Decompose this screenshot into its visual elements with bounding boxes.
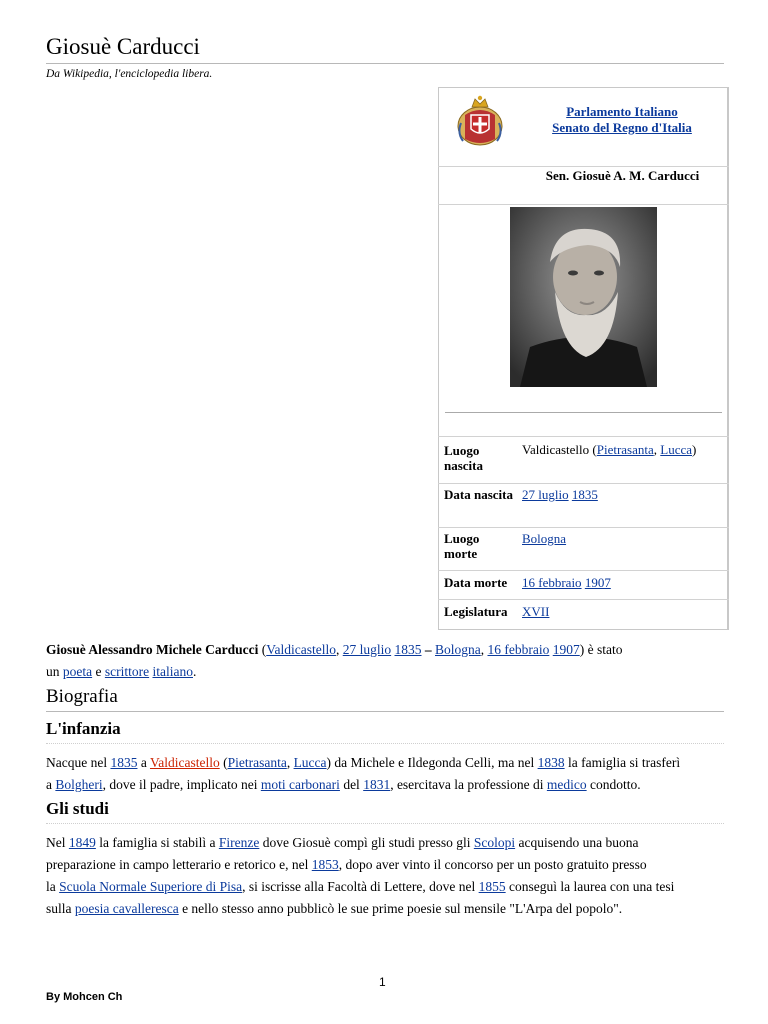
link-poeta[interactable]: poeta <box>62 664 93 679</box>
value-text: Valdicastello ( <box>522 442 597 457</box>
section-heading-infanzia: L'infanzia <box>46 719 121 738</box>
paragraph-infanzia <box>46 752 726 796</box>
link-xvii[interactable]: XVII <box>522 604 550 619</box>
infobox-label: Luogo morte <box>444 531 480 561</box>
title-divider <box>46 63 724 64</box>
value-text: ) <box>692 442 697 457</box>
link-moti-carbonari[interactable]: moti carbonari <box>260 777 340 792</box>
para-text: del <box>339 777 364 792</box>
para-text: ) da Michele e Ildegonda Celli, ma nel <box>326 755 538 770</box>
value-text: , <box>653 442 661 457</box>
link-scrittore[interactable]: scrittore <box>104 664 150 679</box>
infobox-value-legislatura <box>522 604 549 619</box>
para-text: la <box>46 879 60 894</box>
link-scuola-normale[interactable]: Scuola Normale Superiore di Pisa <box>59 879 243 894</box>
lead-text: e <box>92 664 105 679</box>
link-1835[interactable]: 1835 <box>110 755 138 770</box>
link-valdicastello[interactable]: Valdicastello <box>266 642 336 657</box>
link-1907[interactable]: 1907 <box>584 575 611 590</box>
para-text: a <box>137 755 150 770</box>
para-text: ( <box>219 755 228 770</box>
para-text: , dove il padre, implicato nei <box>102 777 261 792</box>
para-text: la famiglia si stabilì a <box>95 835 219 850</box>
section-divider <box>46 711 724 712</box>
link-1855[interactable]: 1855 <box>478 879 506 894</box>
lead-bold-name: Giosuè Alessandro Michele Carducci <box>46 642 259 657</box>
infobox-value-luogo-nascita <box>522 442 696 457</box>
para-text: Nel <box>46 835 69 850</box>
infobox-label: Data morte <box>444 575 508 590</box>
para-text: sulla <box>46 901 75 916</box>
infobox-value-luogo-morte <box>522 531 566 546</box>
link-1907[interactable]: 1907 <box>552 642 580 657</box>
lead-text: ) è stato <box>579 642 623 657</box>
link-pietrasanta[interactable]: Pietrasanta <box>596 442 654 457</box>
link-1853[interactable]: 1853 <box>311 857 339 872</box>
link-pietrasanta[interactable]: Pietrasanta <box>227 755 287 770</box>
link-16-febbraio[interactable]: 16 febbraio <box>522 575 582 590</box>
page-subtitle: Da Wikipedia, l'enciclopedia libera. <box>46 68 213 80</box>
link-1831[interactable]: 1831 <box>363 777 391 792</box>
para-text: , dopo aver vinto il concorso per un posto gratuito presso <box>338 857 647 872</box>
infobox-header <box>520 104 724 136</box>
infobox-label: Data nascita <box>444 487 513 502</box>
infobox-label: Luogo nascita <box>444 443 483 473</box>
infobox-value-data-nascita <box>522 487 598 502</box>
link-27-luglio[interactable]: 27 luglio <box>342 642 392 657</box>
link-italiano[interactable]: italiano <box>152 664 193 679</box>
infobox-divider <box>438 599 729 600</box>
section-heading-studi: Gli studi <box>46 799 109 818</box>
paragraph-studi <box>46 832 726 920</box>
infobox-divider <box>438 483 729 484</box>
link-medico[interactable]: medico <box>546 777 587 792</box>
link-firenze[interactable]: Firenze <box>218 835 260 850</box>
link-lucca[interactable]: Lucca <box>660 442 693 457</box>
footer-author: By Mohcen Ch <box>46 991 123 1003</box>
para-text: acquisendo una buona <box>515 835 639 850</box>
portrait-photo <box>510 207 657 387</box>
subsection-divider <box>46 823 724 824</box>
para-text: e nello stesso anno pubblicò le sue prime poesie sul mensile "L'Arpa del popolo". <box>178 901 623 916</box>
para-text: a <box>46 777 56 792</box>
link-16-febbraio[interactable]: 16 febbraio <box>487 642 550 657</box>
subsection-divider <box>46 743 724 744</box>
link-bologna[interactable]: Bologna <box>522 531 567 546</box>
link-bolgheri[interactable]: Bolgheri <box>55 777 103 792</box>
photo-divider <box>445 412 722 413</box>
link-1849[interactable]: 1849 <box>68 835 96 850</box>
para-text: , si iscrisse alla Facoltà di Lettere, dove nel <box>242 879 479 894</box>
infobox-divider <box>438 570 729 571</box>
para-text: , esercitava la professione di <box>390 777 547 792</box>
infobox-value-data-morte <box>522 575 611 590</box>
para-text: dove Giosuè compì gli studi presso gli <box>259 835 474 850</box>
infobox-label: Legislatura <box>444 604 508 619</box>
para-text: la famiglia si trasferì <box>564 755 681 770</box>
page-title: Giosuè Carducci <box>46 34 200 59</box>
lead-dash: – <box>421 642 435 657</box>
savoy-coat-of-arms-icon <box>455 93 505 149</box>
link-poesia-cavalleresca[interactable]: poesia cavalleresca <box>74 901 179 916</box>
senato-link[interactable]: Senato del Regno d'Italia <box>552 120 692 135</box>
infobox-divider <box>438 436 729 437</box>
lead-text: un <box>46 664 63 679</box>
page-number: 1 <box>379 975 386 989</box>
link-1835[interactable]: 1835 <box>394 642 422 657</box>
infobox-divider <box>438 166 729 167</box>
para-text: preparazione in campo letterario e retorico e, nel <box>46 857 312 872</box>
para-text: conseguì la laurea con una tesi <box>505 879 675 894</box>
lead-text: . <box>192 664 197 679</box>
para-text: Nacque nel <box>46 755 111 770</box>
para-text: , <box>286 755 294 770</box>
link-lucca[interactable]: Lucca <box>293 755 327 770</box>
link-bologna[interactable]: Bologna <box>435 642 481 657</box>
para-text: condotto. <box>586 777 641 792</box>
infobox-divider <box>438 204 729 205</box>
link-valdicastello[interactable]: Valdicastello <box>149 755 220 770</box>
link-1838[interactable]: 1838 <box>537 755 565 770</box>
link-27-luglio[interactable]: 27 luglio <box>522 487 569 502</box>
link-scolopi[interactable]: Scolopi <box>473 835 516 850</box>
link-1835[interactable]: 1835 <box>571 487 598 502</box>
lead-paragraph: Giosuè Alessandro Michele Carducci (Valdicastello, 27 luglio 1835 – Bologna, 16 febbraio 1907) è stato un poeta e scrittore italiano. <box>46 642 623 679</box>
infobox-divider <box>438 527 729 528</box>
infobox-name: Sen. Giosuè A. M. Carducci <box>545 168 700 183</box>
section-heading-biografia: Biografia <box>46 686 118 707</box>
parlamento-link[interactable]: Parlamento Italiano <box>566 104 678 119</box>
